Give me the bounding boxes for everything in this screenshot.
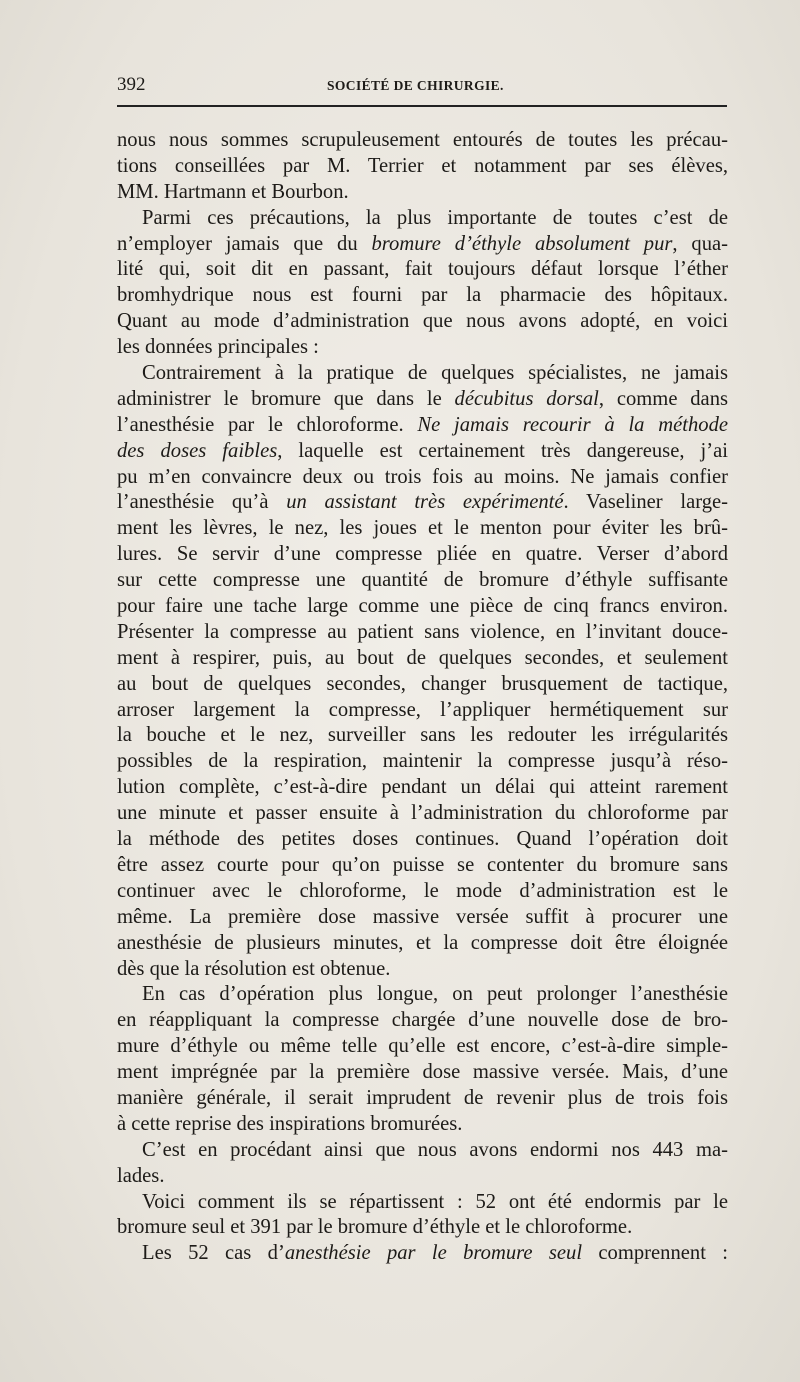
text-line: bromure seul et 391 par le bromure d’éthyle et le chloroforme. xyxy=(117,1216,633,1239)
text-line: être assez courte pour qu’on puisse se contenter du bromure sans xyxy=(117,853,728,876)
text-line: anesthésie de plusieurs minutes, et la compresse doit être éloignée xyxy=(117,931,728,954)
text-line: lité qui, soit dit en passant, fait toujours défaut lorsque l’éther xyxy=(117,258,728,281)
text-line: lures. Se servir d’une compresse pliée en quatre. Verser d’abord xyxy=(117,543,728,566)
text-run: l’anesthésie par le chloroforme. xyxy=(117,413,418,436)
text-line xyxy=(117,1241,728,1267)
italic-phrase: décubitus dorsal xyxy=(454,387,599,410)
italic-phrase: anesthésie par le bromure seul xyxy=(284,1242,583,1265)
text-line: la méthode des petites doses continues. Quand l’opération doit xyxy=(117,828,728,851)
page-header xyxy=(117,74,727,98)
text-line: dès que la résolution est obtenue. xyxy=(117,957,391,980)
text-line: les données principales : xyxy=(117,336,319,359)
text-line: tions conseillées par M. Terrier et notamment par ses élèves, xyxy=(117,154,728,177)
text-line: nous nous sommes scrupuleusement entourés de toutes les précau- xyxy=(117,129,728,151)
header-rule xyxy=(117,105,727,107)
text-line xyxy=(117,387,728,413)
text-line: Quant au mode d’administration que nous avons adopté, en voici xyxy=(117,310,728,333)
text-run: administrer le bromure que dans le xyxy=(117,387,455,410)
text-line: lution complète, c’est-à-dire pendant un délai qui atteint rarement xyxy=(117,776,728,799)
text-run: , laquelle est certainement très dangereuse, j’ai xyxy=(277,439,728,462)
text-line: manière générale, il serait imprudent de revenir plus de trois fois xyxy=(117,1086,728,1109)
text-line: Contrairement à la pratique de quelques spécialistes, ne jamais xyxy=(142,362,728,385)
text-line: pu m’en convaincre deux ou trois fois au moins. Ne jamais confier xyxy=(117,465,728,488)
text-run: l’anesthésie qu’à xyxy=(117,491,287,514)
text-line xyxy=(117,413,728,439)
text-line xyxy=(117,490,728,516)
text-line xyxy=(117,439,728,465)
text-line: ment les lèvres, le nez, les joues et le menton pour éviter les brû- xyxy=(117,517,728,540)
text-line: ment à respirer, puis, au bout de quelques secondes, et seulement xyxy=(117,646,728,669)
text-run: n’employer jamais que du xyxy=(117,232,372,255)
text-run: Les 52 cas d’ xyxy=(142,1242,285,1265)
text-line: en réappliquant la compresse chargée d’une nouvelle dose de bro- xyxy=(117,1009,728,1032)
running-head: SOCIÉTÉ DE CHIRURGIE. xyxy=(327,78,504,93)
text-run: , qua- xyxy=(672,232,729,255)
text-line: même. La première dose massive versée suffit à procurer une xyxy=(117,905,728,928)
italic-phrase: des doses faibles xyxy=(117,439,278,462)
text-line: En cas d’opération plus longue, on peut prolonger l’anesthésie xyxy=(142,983,728,1006)
text-line: MM. Hartmann et Bourbon. xyxy=(117,180,349,203)
text-line xyxy=(117,232,728,258)
text-line: mure d’éthyle ou même telle qu’elle est encore, c’est-à-dire simple- xyxy=(117,1035,728,1058)
text-line: ment imprégnée par la première dose massive versée. Mais, d’une xyxy=(117,1061,728,1084)
italic-phrase: bromure d’éthyle absolument pur xyxy=(371,232,673,255)
text-line: Présenter la compresse au patient sans violence, en l’invitant douce- xyxy=(117,620,728,643)
page-number: 392 xyxy=(117,74,146,95)
text-line: C’est en procédant ainsi que nous avons endormi nos 443 ma- xyxy=(142,1138,728,1161)
text-line: sur cette compresse une quantité de bromure d’éthyle suffisante xyxy=(117,569,728,592)
text-run: , comme dans xyxy=(598,387,729,410)
italic-phrase: Ne jamais recourir à la méthode xyxy=(417,413,729,436)
text-line: bromhydrique nous est fourni par la pharmacie des hôpitaux. xyxy=(117,284,728,307)
text-line: lades. xyxy=(117,1164,165,1187)
text-line: Parmi ces précautions, la plus importante de toutes c’est de xyxy=(142,206,728,229)
text-line: Voici comment ils se répartissent : 52 ont été endormis par le xyxy=(142,1190,728,1213)
text-line: à cette reprise des inspirations bromurées. xyxy=(117,1112,463,1135)
text-line: pour faire une tache large comme une pièce de cinq francs environ. xyxy=(117,595,728,618)
text-run: comprennent : xyxy=(582,1242,728,1265)
text-line: la bouche et le nez, surveiller sans les redouter les irrégularités xyxy=(117,724,728,747)
text-line: une minute et passer ensuite à l’administration du chloroforme par xyxy=(117,802,728,825)
italic-phrase: un assistant très expérimenté xyxy=(286,491,564,514)
body-text xyxy=(117,128,728,1267)
text-line: au bout de quelques secondes, changer brusquement de tactique, xyxy=(117,672,728,695)
text-line: arroser largement la compresse, l’appliquer hermétiquement sur xyxy=(117,698,728,721)
text-run: . Vaseliner large- xyxy=(563,491,728,514)
text-line: possibles de la respiration, maintenir la compresse jusqu’à réso- xyxy=(117,750,728,773)
text-line: continuer avec le chloroforme, le mode d’administration est le xyxy=(117,879,728,902)
